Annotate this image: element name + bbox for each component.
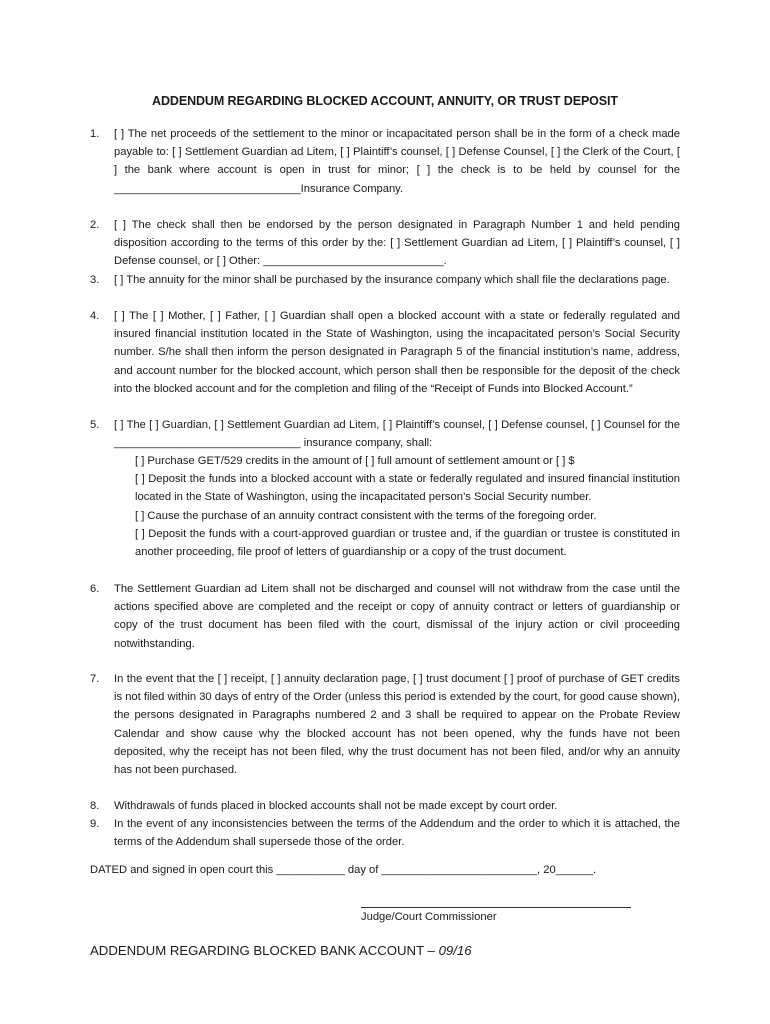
document-title: ADDENDUM REGARDING BLOCKED ACCOUNT, ANNUITY, OR TRUST DEPOSIT <box>152 94 618 108</box>
paragraph-text: In the event of any inconsistencies between the terms of the Addendum and the order to which it is attached, the terms of the Addendum shall supersede those of the order. <box>114 818 680 849</box>
paragraph-number: 5. <box>90 419 100 431</box>
subitem-purchase-get: [ ] Purchase GET/529 credits in the amount of [ ] full amount of settlement amount or [ ] $ <box>135 455 575 467</box>
paragraph-number: 6. <box>90 583 100 595</box>
subitem-deposit-blocked-account: [ ] Deposit the funds into a blocked account with a state or federally regulated and insured financial institution located in the State of Washington, using the incapacitated person’s Social Security number. <box>135 473 680 504</box>
paragraph-text: [ ] The [ ] Guardian, [ ] Settlement Guardian ad Litem, [ ] Plaintiff’s counsel, [ ] Defense counsel, [ ] Counsel for the ______________________________ insurance company, shall: <box>114 419 680 450</box>
paragraph-number: 3. <box>90 274 100 286</box>
paragraph-text: [ ] The annuity for the minor shall be purchased by the insurance company which shall file the declarations page. <box>114 274 670 286</box>
signature-label: Judge/Court Commissioner <box>361 911 497 923</box>
paragraph-8 <box>90 797 680 815</box>
footer-date: 09/16 <box>438 943 472 958</box>
paragraph-number: 9. <box>90 818 100 830</box>
paragraph-3 <box>90 271 680 289</box>
paragraph-5 <box>90 416 680 452</box>
footer-title: ADDENDUM REGARDING BLOCKED BANK ACCOUNT – <box>90 943 439 958</box>
dated-line: DATED and signed in open court this ___________ day of _________________________, 20______. <box>90 864 597 876</box>
footer <box>90 943 472 958</box>
paragraph-text: The Settlement Guardian ad Litem shall not be discharged and counsel will not withdraw from the case until the actions specified above are completed and the receipt or copy of annuity contract or letters of guardianship or copy of the trust document has been filed with the court, dismissal of the injury action or civil proceeding notwithstanding. <box>114 583 680 650</box>
paragraph-number: 2. <box>90 219 100 231</box>
paragraph-number: 1. <box>90 128 100 140</box>
paragraph-number: 4. <box>90 310 100 322</box>
paragraph-6 <box>90 580 680 653</box>
paragraph-4 <box>90 307 680 398</box>
paragraph-9 <box>90 815 680 851</box>
paragraph-number: 7. <box>90 673 100 685</box>
signature-line <box>361 907 631 908</box>
paragraph-text: [ ] The check shall then be endorsed by the person designated in Paragraph Number 1 and held pending disposition according to the terms of this order by the: [ ] Settlement Guardian ad Litem, [ ] Plaintiff’s counsel, [ ] Defense counsel, or [ ] Other: _____________________________. <box>114 219 680 268</box>
paragraph-text: Withdrawals of funds placed in blocked accounts shall not be made except by court order. <box>114 800 558 812</box>
paragraph-7 <box>90 670 680 779</box>
paragraph-text: [ ] The [ ] Mother, [ ] Father, [ ] Guardian shall open a blocked account with a state or federally regulated and insured financial institution located in the State of Washington, using the incapacitated person’s Social Security number. S/he shall then inform the person designated in Paragraph 5 of the financial institution’s name, address, and account number for the blocked account, which person shall then be responsible for the deposit of the check into the blocked account and for the completion and filing of the “Receipt of Funds into Blocked Account.” <box>114 310 680 395</box>
paragraph-1 <box>90 125 680 198</box>
subitem-guardian-trustee: [ ] Deposit the funds with a court-approved guardian or trustee and, if the guardian or trustee is constituted in another proceeding, file proof of letters of guardianship or a copy of the trust document. <box>135 528 680 559</box>
subitem-annuity: [ ] Cause the purchase of an annuity contract consistent with the terms of the foregoing order. <box>135 510 597 522</box>
paragraph-2 <box>90 216 680 271</box>
paragraph-number: 8. <box>90 800 100 812</box>
paragraph-text: In the event that the [ ] receipt, [ ] annuity declaration page, [ ] trust document [ ] proof of purchase of GET credits is not filed within 30 days of entry of the Order (unless this period is extended by the court, for good cause shown), the persons designated in Paragraphs numbered 2 and 3 shall be required to appear on the Probate Review Calendar and show cause why the blocked account has not been opened, why the funds have not been deposited, why the receipt has not been filed, why the trust document has not been filed, and/or why an annuity has not been purchased. <box>114 673 680 777</box>
paragraph-text: [ ] The net proceeds of the settlement to the minor or incapacitated person shall be in the form of a check made payable to: [ ] Settlement Guardian ad Litem, [ ] Plaintiff’s counsel, [ ] Defense Counsel, [ ] the Clerk of the Court, [ ] the bank where account is open in trust for minor; [ ] the check is to be held by counsel for the ______________________________Insurance Company. <box>114 128 680 195</box>
